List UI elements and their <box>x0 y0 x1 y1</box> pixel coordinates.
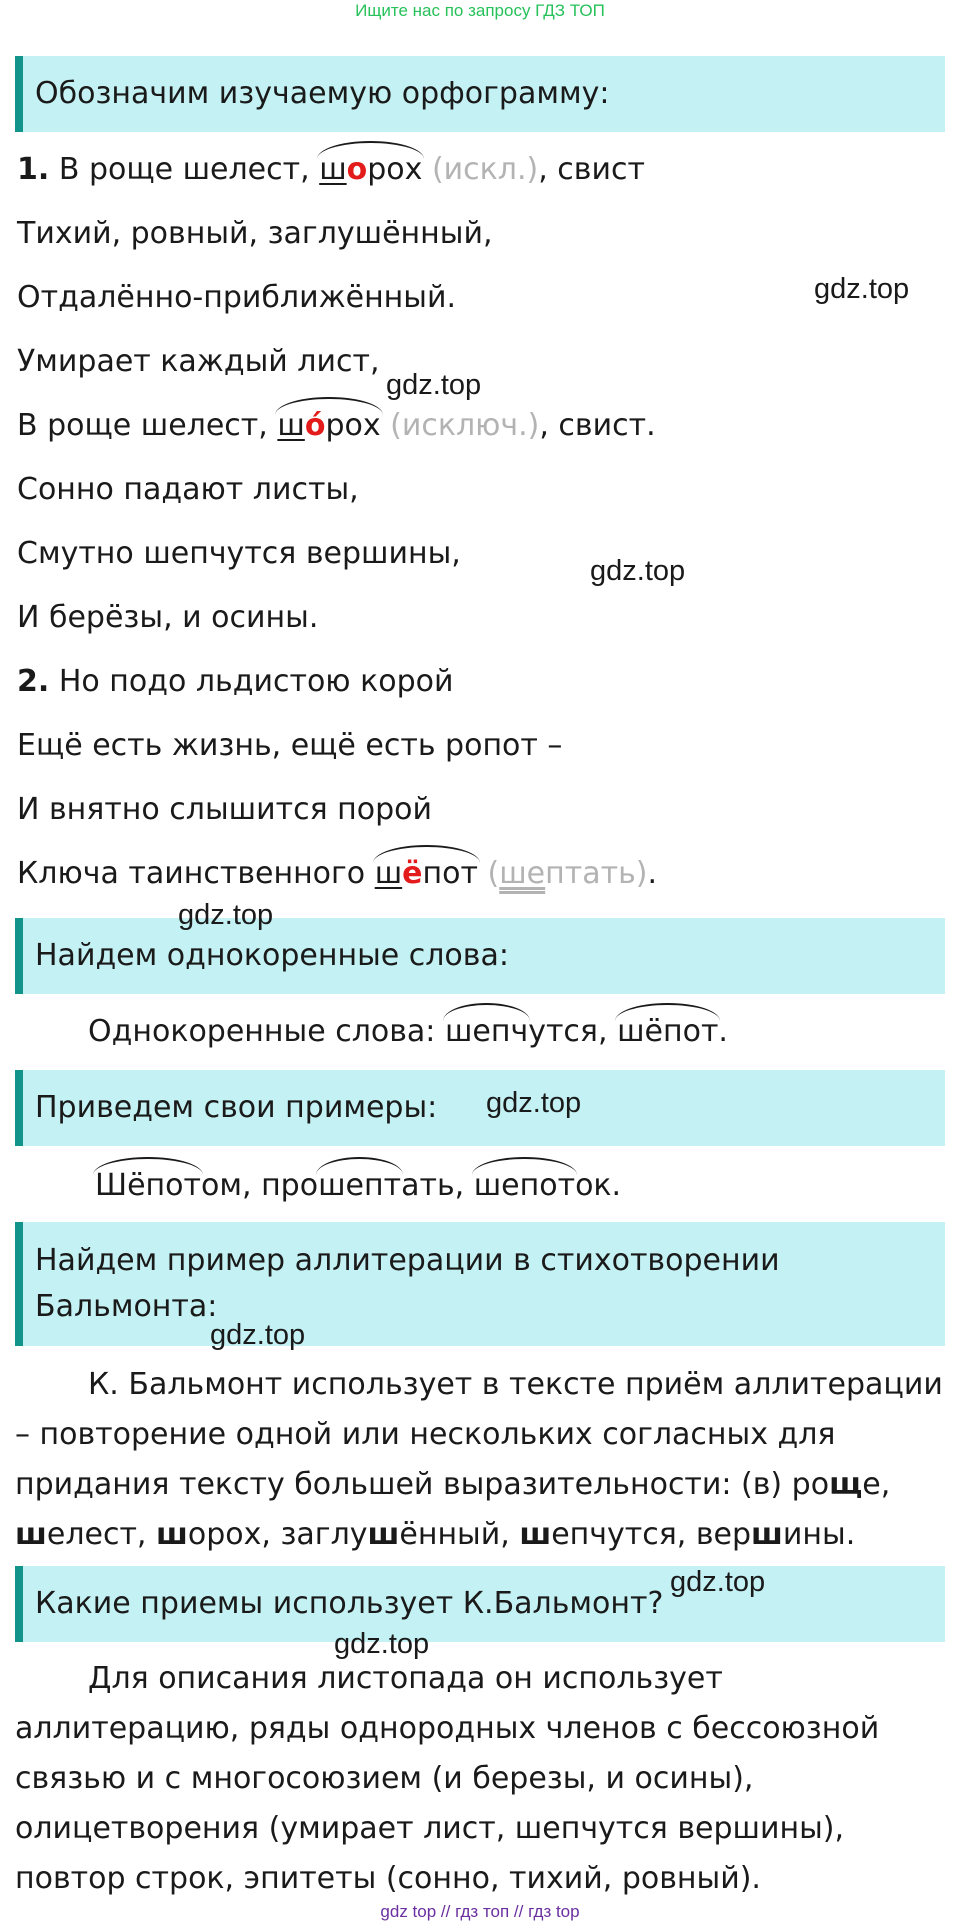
word-shorokh-1 <box>319 150 422 190</box>
poem1-line-1 <box>17 150 645 190</box>
poem1-line-5-pre: В роще шелест, <box>17 408 268 443</box>
poem2-line-1-text: Но подо льдистою корой <box>58 664 454 699</box>
heading-techniques: Какие приемы использует К.Бальмонт? <box>15 1566 945 1642</box>
letter-yo: ё <box>402 856 423 891</box>
poem1-line-3: Отдалённо-приближённый. <box>17 280 457 315</box>
letter-sh: ш <box>277 408 305 443</box>
word-shorokh-2 <box>277 406 380 446</box>
heading-spelling: Обозначим изучаемую орфограмму: <box>15 56 945 132</box>
poem1-line-8: И берёзы, и осины. <box>17 600 319 635</box>
cognates-line: Однокоренные слова: шепчутся, шёпот. <box>88 1012 728 1052</box>
root-arc <box>615 1003 720 1021</box>
poem2-line-2: Ещё есть жизнь, ещё есть ропот – <box>17 728 563 763</box>
watermark: gdz.top <box>334 1628 430 1660</box>
poem1-line-5 <box>17 406 656 446</box>
poem1-line-2: Тихий, ровный, заглушённый, <box>17 216 493 251</box>
letter-o: о <box>346 152 368 187</box>
word-proshsheptat: шепт <box>318 1166 401 1206</box>
poem1-line-1-note: (искл.) <box>431 152 539 187</box>
word-rest: рох <box>325 408 381 443</box>
poem1-line-5-post: , свист. <box>539 408 656 443</box>
alliteration-paragraph: К. Бальмонт использует в тексте приём аллитерации – повторение одной или нескольких согласных для придания тексту большей выразительности: (в) роще, шелест, шорох, заглушённый, шепчутся, вершины. <box>15 1367 943 1552</box>
root-arc <box>317 141 424 159</box>
word-shepotok: шепот <box>474 1166 575 1206</box>
word-shyopotom: Шёпот <box>95 1166 201 1206</box>
letter-sh: ш <box>374 856 403 891</box>
poem1-line-4: Умирает каждый лист, <box>17 344 380 379</box>
heading-examples: Приведем свои примеры: <box>15 1070 945 1146</box>
poem2-line-4-pre: Ключа таинственного <box>17 856 366 891</box>
cognates-label: Однокоренные слова: <box>88 1014 436 1049</box>
examples-line: Шёпотом, про шептать, шепоток. <box>95 1166 621 1206</box>
poem1-line-5-note: (исключ.) <box>390 408 540 443</box>
word-rest: рох <box>367 152 423 187</box>
poem1-line-1-pre: В роще шелест, <box>58 152 310 187</box>
poem2-line-4-post: . <box>647 856 658 891</box>
root-arc <box>275 397 382 415</box>
watermark: gdz.top <box>210 1319 306 1351</box>
root-arc <box>472 1157 577 1175</box>
techniques-paragraph: Для описания листопада он использует аллитерацию, ряды однородных членов с бессоюзной связью и с многосоюзием (и березы, и осины), олицетворения (умирает лист, шепчутся вершины), повтор строк, эпитеты (сонно, тихий, ровный). <box>15 1661 880 1896</box>
watermark: gdz.top <box>670 1566 766 1598</box>
watermark: gdz.top <box>590 555 686 587</box>
top-note: Ищите нас по запросу ГДЗ ТОП <box>355 1 605 20</box>
poem2-line-3: И внятно слышится порой <box>17 792 433 827</box>
letter-sh: ш <box>319 152 347 187</box>
poem1-number: 1. <box>17 152 50 187</box>
heading-alliteration: Найдем пример аллитерации в стихотворении Бальмонта: <box>15 1222 945 1346</box>
poem2-number: 2. <box>17 664 50 699</box>
poem2-line-1 <box>17 662 453 702</box>
root-arc <box>373 845 480 863</box>
watermark: gdz.top <box>178 899 274 931</box>
heading-cognates: Найдем однокоренные слова: <box>15 918 945 994</box>
poem1-line-1-post: , свист <box>538 152 645 187</box>
watermark: gdz.top <box>814 273 910 305</box>
poem2-line-4-note: (шептать) <box>487 856 648 891</box>
root-arc <box>443 1003 530 1021</box>
word-shepchutsya: шепч <box>445 1012 528 1052</box>
poem1-line-6: Сонно падают листы, <box>17 472 359 507</box>
root-arc <box>93 1157 203 1175</box>
watermark: gdz.top <box>486 1087 582 1119</box>
poem2-line-4 <box>17 854 657 894</box>
word-shepot <box>375 854 478 894</box>
root-arc <box>316 1157 403 1175</box>
letter-o: о́ <box>304 408 326 443</box>
footer: gdz top // гдз топ // гдз top <box>380 1902 580 1921</box>
watermark: gdz.top <box>386 369 482 401</box>
word-rest: пот <box>422 856 478 891</box>
word-shyopot: шёпот <box>617 1012 718 1052</box>
poem1-line-7: Смутно шепчутся вершины, <box>17 536 461 571</box>
